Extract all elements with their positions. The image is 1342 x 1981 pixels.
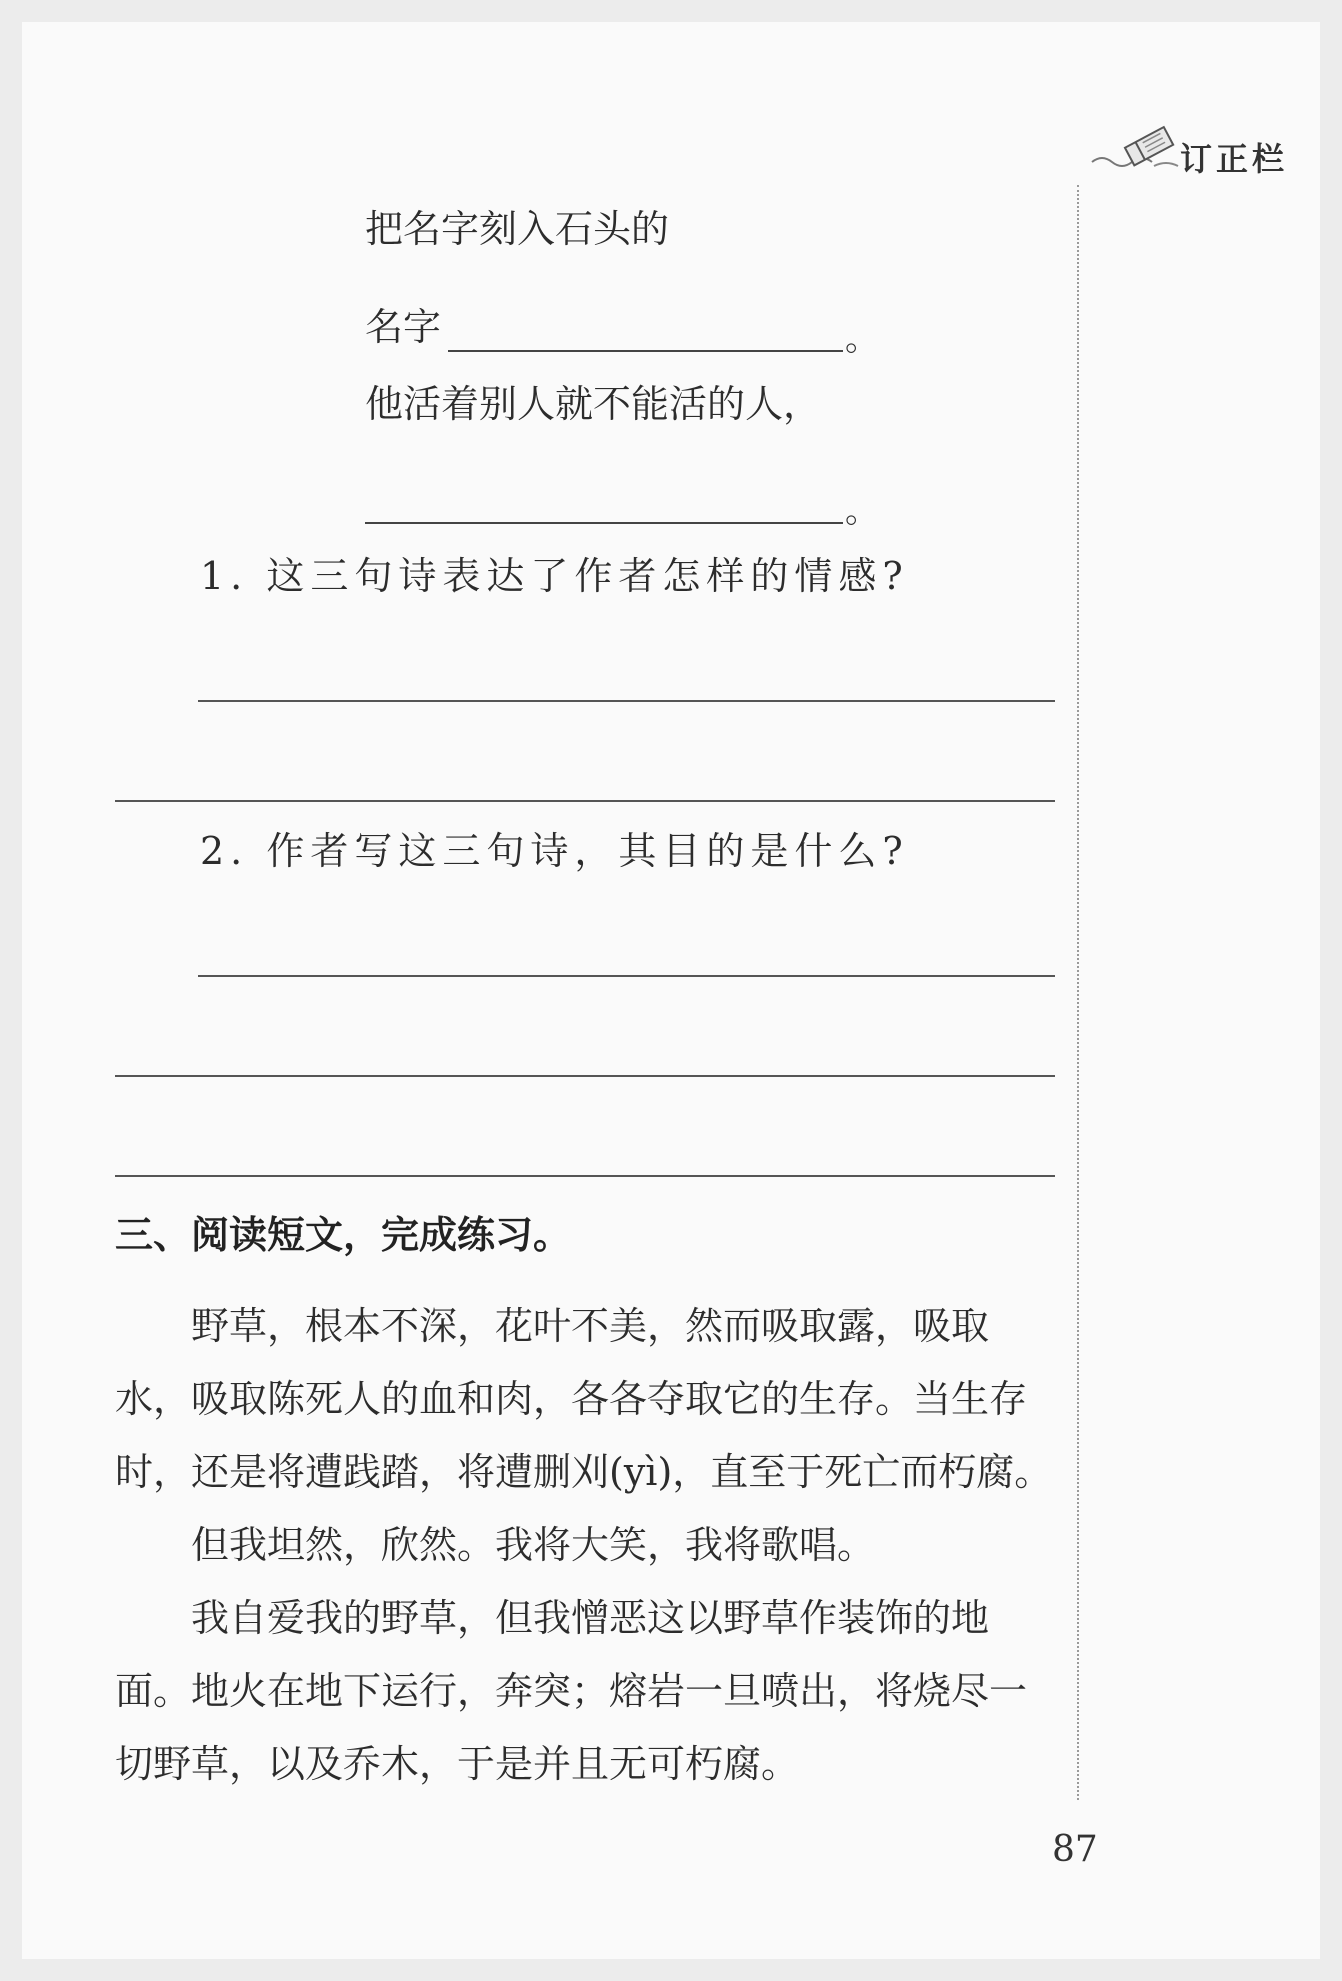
correction-column-divider — [1077, 185, 1079, 1800]
section-heading: 三、阅读短文，完成练习。 — [115, 1213, 572, 1257]
reading-paragraph-2: 但我坦然，欣然。我将大笑，我将歌唱。 — [191, 1523, 876, 1567]
answer-line-q1-a[interactable] — [198, 700, 1055, 702]
question-2: 2. 作者写这三句诗，其目的是什么? — [200, 829, 909, 873]
poem-line-2-prefix: 名字 — [365, 305, 442, 349]
poem-line-1: 把名字刻入石头的 — [365, 207, 670, 251]
poem-line-3: 他活着别人就不能活的人， — [365, 382, 822, 426]
answer-line-q2-b[interactable] — [115, 1075, 1055, 1077]
reading-paragraph-3: 我自爱我的野草，但我憎恶这以野草作装饰的地面。 — [115, 1596, 990, 1713]
question-1: 1. 这三句诗表达了作者怎样的情感? — [200, 554, 909, 598]
poem-line-2-period: 。 — [845, 319, 879, 359]
answer-line-q2-c[interactable] — [115, 1175, 1055, 1177]
poem-blank-2[interactable] — [365, 522, 843, 524]
correction-column-label: 订正栏 — [1180, 140, 1289, 178]
reading-paragraph-1: 野草，根本不深，花叶不美，然而吸取露，吸取水，吸取陈死人的血和肉，各各夺取它的生存。当生存时，还是将遭践踏，将遭删刈(yì)，直至于死亡而朽腐。 — [115, 1304, 1053, 1494]
reading-paragraph-4: 地火在地下运行，奔突；熔岩一旦喷出，将烧尽一切野草，以及乔木，于是并且无可朽腐。 — [115, 1669, 1028, 1786]
poem-line-4-period: 。 — [845, 491, 879, 531]
answer-line-q1-b[interactable] — [115, 800, 1055, 802]
answer-line-q2-a[interactable] — [198, 975, 1055, 977]
page-number: 87 — [1052, 1829, 1098, 1870]
poem-blank-1[interactable] — [448, 350, 843, 352]
